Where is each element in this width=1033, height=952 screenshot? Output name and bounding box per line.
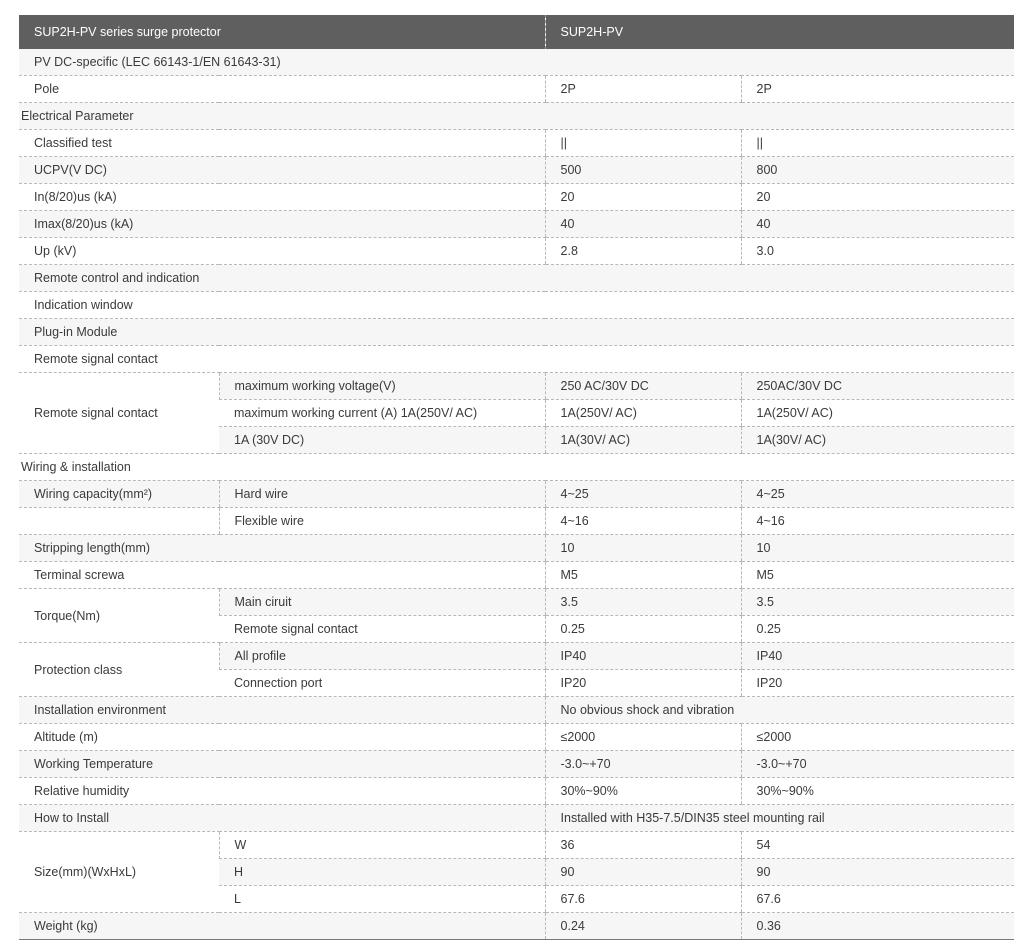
cell-sublabel: Remote signal contact: [219, 616, 545, 643]
table-row: [19, 211, 1014, 238]
section-electrical-parameter: Electrical Parameter: [19, 103, 1014, 130]
cell-value: 0.25: [741, 616, 1014, 643]
table-row: [19, 643, 1014, 670]
cell-value: 2P: [545, 76, 741, 103]
cell-value: 67.6: [545, 886, 741, 913]
cell-value: IP20: [545, 670, 741, 697]
table-row: [19, 724, 1014, 751]
cell-value: 800: [741, 157, 1014, 184]
row-label: Up (kV): [19, 238, 545, 265]
table-row: [19, 697, 1014, 724]
spec-sheet: [19, 15, 1014, 940]
cell-value: ||: [545, 130, 741, 157]
cell-sublabel: 1A (30V DC): [219, 427, 545, 454]
row-label: In(8/20)us (kA): [19, 184, 545, 211]
plug-in-module: Plug-in Module: [19, 319, 1014, 346]
row-group-label: Torque(Nm): [19, 589, 219, 643]
cell-value: 4~25: [741, 481, 1014, 508]
cell-value: Installed with H35-7.5/DIN35 steel mounting rail: [545, 805, 1014, 832]
table-row: [19, 373, 1014, 400]
cell-value: -3.0~+70: [741, 751, 1014, 778]
cell-value: 40: [545, 211, 741, 238]
table-row: [19, 292, 1014, 319]
cell-value: 10: [741, 535, 1014, 562]
cell-value: No obvious shock and vibration: [545, 697, 1014, 724]
cell-sublabel: maximum working current (A) 1A(250V/ AC): [219, 400, 545, 427]
table-row: [19, 481, 1014, 508]
cell-sublabel: L: [219, 886, 545, 913]
table-row: [19, 805, 1014, 832]
pv-dc-specific: PV DC-specific (LEC 66143-1/EN 61643-31): [19, 49, 1014, 76]
cell-value: ||: [741, 130, 1014, 157]
row-label: Classified test: [19, 130, 545, 157]
cell-value: 20: [741, 184, 1014, 211]
cell-value: 1A(250V/ AC): [545, 400, 741, 427]
table-row: [19, 508, 1014, 535]
spec-table: [19, 15, 1014, 940]
cell-value: 2P: [741, 76, 1014, 103]
row-group-label: Size(mm)(WxHxL): [19, 832, 219, 913]
cell-value: 20: [545, 184, 741, 211]
cell-value: 4~16: [545, 508, 741, 535]
remote-control-indication: Remote control and indication: [19, 265, 1014, 292]
cell-value: ≤2000: [741, 724, 1014, 751]
table-row: [19, 751, 1014, 778]
cell-value: 3.0: [741, 238, 1014, 265]
cell-value: 3.5: [545, 589, 741, 616]
cell-sublabel: Connection port: [219, 670, 545, 697]
cell-sublabel: Hard wire: [219, 481, 545, 508]
cell-value: 30%~90%: [741, 778, 1014, 805]
cell-value: M5: [741, 562, 1014, 589]
cell-value: IP20: [741, 670, 1014, 697]
cell-value: 250 AC/30V DC: [545, 373, 741, 400]
cell-value: 90: [741, 859, 1014, 886]
cell-value: 0.36: [741, 913, 1014, 940]
cell-value: 1A(30V/ AC): [741, 427, 1014, 454]
table-row: [19, 265, 1014, 292]
row-label: How to Install: [19, 805, 545, 832]
table-row: [19, 238, 1014, 265]
row-label: Installation environment: [19, 697, 545, 724]
table-row: [19, 535, 1014, 562]
cell-value: 67.6: [741, 886, 1014, 913]
table-row: [19, 103, 1014, 130]
section-wiring-installation: Wiring & installation: [19, 454, 1014, 481]
cell-value: ≤2000: [545, 724, 741, 751]
row-label: Terminal screwa: [19, 562, 545, 589]
row-group-label: Remote signal contact: [19, 373, 219, 454]
cell-value: 10: [545, 535, 741, 562]
table-row: [19, 589, 1014, 616]
indication-window: Indication window: [19, 292, 1014, 319]
row-label: Working Temperature: [19, 751, 545, 778]
cell-value: 4~25: [545, 481, 741, 508]
table-row: [19, 346, 1014, 373]
cell-sublabel: W: [219, 832, 545, 859]
row-label: Wiring capacity(mm²): [19, 481, 219, 508]
table-row: [19, 832, 1014, 859]
row-label: Weight (kg): [19, 913, 545, 940]
row-label: Stripping length(mm): [19, 535, 545, 562]
table-row: [19, 157, 1014, 184]
cell-sublabel: All profile: [219, 643, 545, 670]
cell-value: 1A(30V/ AC): [545, 427, 741, 454]
cell-value: 1A(250V/ AC): [741, 400, 1014, 427]
cell-value: 3.5: [741, 589, 1014, 616]
remote-signal-contact-row: Remote signal contact: [19, 346, 1014, 373]
table-row: [19, 130, 1014, 157]
cell-value: 90: [545, 859, 741, 886]
table-row: [19, 49, 1014, 76]
table-row: [19, 562, 1014, 589]
table-row: [19, 319, 1014, 346]
row-label: UCPV(V DC): [19, 157, 545, 184]
cell-value: IP40: [741, 643, 1014, 670]
row-label: Pole: [19, 76, 545, 103]
cell-value: -3.0~+70: [545, 751, 741, 778]
table-row: [19, 454, 1014, 481]
table-row: [19, 778, 1014, 805]
cell-value: 2.8: [545, 238, 741, 265]
row-label: Relative humidity: [19, 778, 545, 805]
cell-sublabel: H: [219, 859, 545, 886]
table-row: [19, 76, 1014, 103]
empty-cell: [19, 508, 219, 535]
cell-value: 54: [741, 832, 1014, 859]
row-label: Altitude (m): [19, 724, 545, 751]
cell-value: IP40: [545, 643, 741, 670]
cell-value: 0.25: [545, 616, 741, 643]
header-series-label: SUP2H-PV series surge protector: [19, 15, 545, 49]
cell-value: M5: [545, 562, 741, 589]
cell-sublabel: Flexible wire: [219, 508, 545, 535]
cell-value: 0.24: [545, 913, 741, 940]
table-row: [19, 913, 1014, 940]
header-model: SUP2H-PV: [545, 15, 1014, 49]
cell-sublabel: maximum working voltage(V): [219, 373, 545, 400]
table-header: [19, 15, 1014, 49]
cell-sublabel: Main ciruit: [219, 589, 545, 616]
row-label: Imax(8/20)us (kA): [19, 211, 545, 238]
table-row: [19, 184, 1014, 211]
cell-value: 36: [545, 832, 741, 859]
cell-value: 30%~90%: [545, 778, 741, 805]
cell-value: 250AC/30V DC: [741, 373, 1014, 400]
row-group-label: Protection class: [19, 643, 219, 697]
cell-value: 500: [545, 157, 741, 184]
cell-value: 40: [741, 211, 1014, 238]
cell-value: 4~16: [741, 508, 1014, 535]
